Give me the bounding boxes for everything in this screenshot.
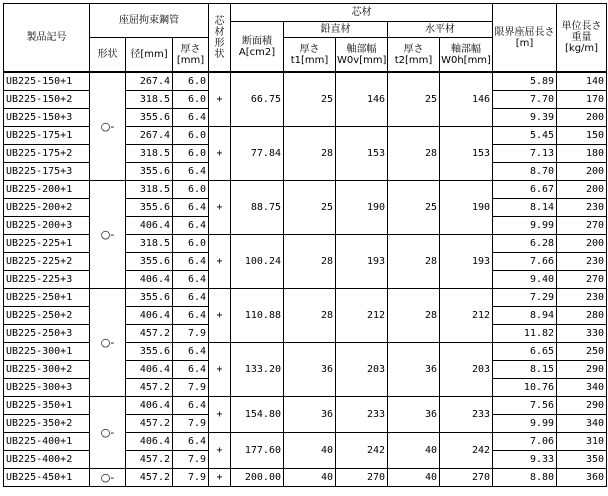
tube-thickness-cell: 6.4	[173, 199, 209, 217]
tube-thickness-cell: 6.4	[173, 343, 209, 361]
area-cell: 66.75	[231, 72, 284, 127]
tube-shape-cell: ○-	[90, 181, 126, 289]
header-vertical-group: 鉛直材	[284, 22, 388, 38]
unit-weight-cell: 230	[557, 199, 607, 217]
core-shape-cell: +	[209, 235, 231, 289]
tube-thickness-cell: 6.0	[173, 72, 209, 91]
tube-thickness-cell: 7.9	[173, 379, 209, 397]
tube-thickness-cell: 6.4	[173, 307, 209, 325]
product-code-cell: UB225-200+3	[4, 217, 90, 235]
unit-weight-cell: 200	[557, 235, 607, 253]
core-shape-cell: +	[209, 289, 231, 343]
table-row	[4, 469, 607, 487]
product-code-cell: UB225-250+2	[4, 307, 90, 325]
w0h-cell: 212	[440, 289, 493, 343]
diameter-cell: 406.4	[126, 361, 173, 379]
unit-weight-cell: 230	[557, 289, 607, 307]
unit-weight-cell: 290	[557, 397, 607, 415]
table-header	[4, 4, 607, 73]
area-cell: 133.20	[231, 343, 284, 397]
buckling-length-cell: 7.13	[493, 145, 557, 163]
unit-weight-cell: 340	[557, 415, 607, 433]
header-tube-group: 座屈拘束鋼管	[90, 4, 209, 38]
tube-thickness-cell: 7.9	[173, 415, 209, 433]
unit-weight-cell: 200	[557, 109, 607, 127]
header-tube-thickness: 厚さ[mm]	[173, 38, 209, 73]
buckling-length-cell: 8.14	[493, 199, 557, 217]
header-w0h: 軸部幅W0h[mm]	[440, 38, 493, 73]
header-buckling-length: 限界座屈長さ[m]	[493, 4, 557, 73]
product-code-cell: UB225-225+3	[4, 271, 90, 289]
product-code-cell: UB225-350+1	[4, 397, 90, 415]
t2-cell: 28	[388, 127, 440, 181]
diameter-cell: 318.5	[126, 181, 173, 199]
tube-thickness-cell: 6.4	[173, 109, 209, 127]
product-code-cell: UB225-175+2	[4, 145, 90, 163]
tube-shape-cell: ○-	[90, 397, 126, 469]
tube-thickness-cell: 6.4	[173, 271, 209, 289]
buckling-length-cell: 9.39	[493, 109, 557, 127]
t2-cell: 28	[388, 289, 440, 343]
header-core-shape: 芯材形状	[209, 4, 231, 73]
diameter-cell: 267.4	[126, 127, 173, 145]
tube-thickness-cell: 6.4	[173, 433, 209, 451]
product-code-cell: UB225-400+2	[4, 451, 90, 469]
t2-cell: 40	[388, 433, 440, 469]
buckling-length-cell: 5.89	[493, 72, 557, 91]
buckling-length-cell: 9.40	[493, 271, 557, 289]
tube-shape-cell: ○-	[90, 469, 126, 487]
product-code-cell: UB225-225+1	[4, 235, 90, 253]
tube-thickness-cell: 6.4	[173, 361, 209, 379]
w0v-cell: 212	[336, 289, 388, 343]
diameter-cell: 355.6	[126, 109, 173, 127]
t2-cell: 40	[388, 469, 440, 487]
diameter-cell: 355.6	[126, 199, 173, 217]
unit-weight-cell: 280	[557, 307, 607, 325]
table-body	[4, 72, 607, 487]
product-code-cell: UB225-250+3	[4, 325, 90, 343]
header-t1: 厚さt1[mm]	[284, 38, 336, 73]
buckling-length-cell: 10.76	[493, 379, 557, 397]
diameter-cell: 267.4	[126, 72, 173, 91]
core-shape-cell: +	[209, 469, 231, 487]
header-product-code: 製品記号	[4, 4, 90, 73]
buckling-length-cell: 11.82	[493, 325, 557, 343]
area-cell: 88.75	[231, 181, 284, 235]
product-code-cell: UB225-150+1	[4, 72, 90, 91]
product-code-cell: UB225-200+2	[4, 199, 90, 217]
t1-cell: 28	[284, 235, 336, 289]
tube-thickness-cell: 6.0	[173, 181, 209, 199]
buckling-length-cell: 7.56	[493, 397, 557, 415]
area-cell: 110.88	[231, 289, 284, 343]
tube-thickness-cell: 6.0	[173, 235, 209, 253]
product-code-cell: UB225-175+3	[4, 163, 90, 181]
diameter-cell: 406.4	[126, 397, 173, 415]
buckling-length-cell: 9.99	[493, 217, 557, 235]
w0h-cell: 203	[440, 343, 493, 397]
w0h-cell: 242	[440, 433, 493, 469]
core-shape-cell: +	[209, 397, 231, 433]
header-shape: 形状	[90, 38, 126, 73]
diameter-cell: 406.4	[126, 307, 173, 325]
header-w0v: 軸部幅W0v[mm]	[336, 38, 388, 73]
tube-shape-cell: ○-	[90, 289, 126, 397]
unit-weight-cell: 350	[557, 451, 607, 469]
product-code-cell: UB225-300+2	[4, 361, 90, 379]
buckling-length-cell: 6.28	[493, 235, 557, 253]
core-shape-cell: +	[209, 127, 231, 181]
buckling-length-cell: 6.65	[493, 343, 557, 361]
area-cell: 177.60	[231, 433, 284, 469]
diameter-cell: 457.2	[126, 415, 173, 433]
diameter-cell: 457.2	[126, 451, 173, 469]
unit-weight-cell: 140	[557, 72, 607, 91]
diameter-cell: 355.6	[126, 253, 173, 271]
diameter-cell: 318.5	[126, 91, 173, 109]
w0v-cell: 146	[336, 72, 388, 127]
table-row	[4, 72, 607, 91]
unit-weight-cell: 270	[557, 217, 607, 235]
w0v-cell: 233	[336, 397, 388, 433]
header-horizontal-group: 水平材	[388, 22, 493, 38]
buckling-length-cell: 9.33	[493, 451, 557, 469]
diameter-cell: 457.2	[126, 469, 173, 487]
product-code-cell: UB225-200+1	[4, 181, 90, 199]
diameter-cell: 457.2	[126, 325, 173, 343]
unit-weight-cell: 200	[557, 163, 607, 181]
tube-thickness-cell: 7.9	[173, 469, 209, 487]
buckling-length-cell: 8.70	[493, 163, 557, 181]
unit-weight-cell: 150	[557, 127, 607, 145]
diameter-cell: 406.4	[126, 271, 173, 289]
header-t2: 厚さt2[mm]	[388, 38, 440, 73]
t2-cell: 25	[388, 181, 440, 235]
core-shape-cell: +	[209, 433, 231, 469]
tube-shape-cell: ○-	[90, 72, 126, 181]
area-cell: 154.80	[231, 397, 284, 433]
unit-weight-cell: 360	[557, 469, 607, 487]
header-area: 断面積A[cm2]	[231, 22, 284, 73]
t1-cell: 28	[284, 289, 336, 343]
tube-thickness-cell: 6.4	[173, 397, 209, 415]
t1-cell: 36	[284, 397, 336, 433]
product-code-cell: UB225-150+3	[4, 109, 90, 127]
product-code-cell: UB225-225+2	[4, 253, 90, 271]
w0v-cell: 270	[336, 469, 388, 487]
w0v-cell: 190	[336, 181, 388, 235]
tube-thickness-cell: 6.4	[173, 253, 209, 271]
unit-weight-cell: 310	[557, 433, 607, 451]
tube-thickness-cell: 6.0	[173, 91, 209, 109]
area-cell: 200.00	[231, 469, 284, 487]
area-cell: 100.24	[231, 235, 284, 289]
product-code-cell: UB225-175+1	[4, 127, 90, 145]
core-shape-cell: +	[209, 181, 231, 235]
diameter-cell: 406.4	[126, 433, 173, 451]
unit-weight-cell: 250	[557, 343, 607, 361]
table-row	[4, 289, 607, 307]
unit-weight-cell: 200	[557, 181, 607, 199]
w0v-cell: 153	[336, 127, 388, 181]
header-unit-weight: 単位長さ重量[kg/m]	[557, 4, 607, 73]
w0v-cell: 193	[336, 235, 388, 289]
diameter-cell: 406.4	[126, 217, 173, 235]
diameter-cell: 355.6	[126, 163, 173, 181]
w0h-cell: 153	[440, 127, 493, 181]
buckling-length-cell: 8.15	[493, 361, 557, 379]
core-shape-cell: +	[209, 343, 231, 397]
tube-thickness-cell: 7.9	[173, 451, 209, 469]
t1-cell: 25	[284, 72, 336, 127]
tube-thickness-cell: 6.0	[173, 127, 209, 145]
t1-cell: 40	[284, 433, 336, 469]
buckling-length-cell: 7.70	[493, 91, 557, 109]
t2-cell: 36	[388, 397, 440, 433]
spec-table	[3, 3, 607, 487]
tube-thickness-cell: 6.4	[173, 163, 209, 181]
core-shape-cell: +	[209, 72, 231, 127]
product-code-cell: UB225-250+1	[4, 289, 90, 307]
product-code-cell: UB225-450+1	[4, 469, 90, 487]
unit-weight-cell: 330	[557, 325, 607, 343]
buckling-length-cell: 5.45	[493, 127, 557, 145]
w0h-cell: 270	[440, 469, 493, 487]
w0h-cell: 193	[440, 235, 493, 289]
w0h-cell: 233	[440, 397, 493, 433]
header-diameter: 径[mm]	[126, 38, 173, 73]
tube-thickness-cell: 6.4	[173, 217, 209, 235]
unit-weight-cell: 270	[557, 271, 607, 289]
product-code-cell: UB225-300+3	[4, 379, 90, 397]
table-row	[4, 181, 607, 199]
t1-cell: 28	[284, 127, 336, 181]
w0h-cell: 146	[440, 72, 493, 127]
t1-cell: 25	[284, 181, 336, 235]
unit-weight-cell: 340	[557, 379, 607, 397]
tube-thickness-cell: 7.9	[173, 325, 209, 343]
header-core-group: 芯材	[231, 4, 493, 22]
buckling-length-cell: 6.67	[493, 181, 557, 199]
w0v-cell: 242	[336, 433, 388, 469]
t2-cell: 25	[388, 72, 440, 127]
t1-cell: 36	[284, 343, 336, 397]
w0v-cell: 203	[336, 343, 388, 397]
buckling-length-cell: 9.99	[493, 415, 557, 433]
buckling-length-cell: 7.66	[493, 253, 557, 271]
buckling-length-cell: 8.94	[493, 307, 557, 325]
buckling-length-cell: 7.06	[493, 433, 557, 451]
area-cell: 77.84	[231, 127, 284, 181]
product-code-cell: UB225-400+1	[4, 433, 90, 451]
product-code-cell: UB225-350+2	[4, 415, 90, 433]
diameter-cell: 457.2	[126, 379, 173, 397]
diameter-cell: 318.5	[126, 235, 173, 253]
w0h-cell: 190	[440, 181, 493, 235]
t2-cell: 36	[388, 343, 440, 397]
diameter-cell: 355.6	[126, 289, 173, 307]
product-code-cell: UB225-150+2	[4, 91, 90, 109]
t2-cell: 28	[388, 235, 440, 289]
unit-weight-cell: 170	[557, 91, 607, 109]
buckling-length-cell: 7.29	[493, 289, 557, 307]
buckling-length-cell: 8.80	[493, 469, 557, 487]
product-code-cell: UB225-300+1	[4, 343, 90, 361]
diameter-cell: 355.6	[126, 343, 173, 361]
diameter-cell: 318.5	[126, 145, 173, 163]
unit-weight-cell: 230	[557, 253, 607, 271]
unit-weight-cell: 290	[557, 361, 607, 379]
tube-thickness-cell: 6.4	[173, 289, 209, 307]
table-row	[4, 397, 607, 415]
t1-cell: 40	[284, 469, 336, 487]
tube-thickness-cell: 6.0	[173, 145, 209, 163]
unit-weight-cell: 180	[557, 145, 607, 163]
